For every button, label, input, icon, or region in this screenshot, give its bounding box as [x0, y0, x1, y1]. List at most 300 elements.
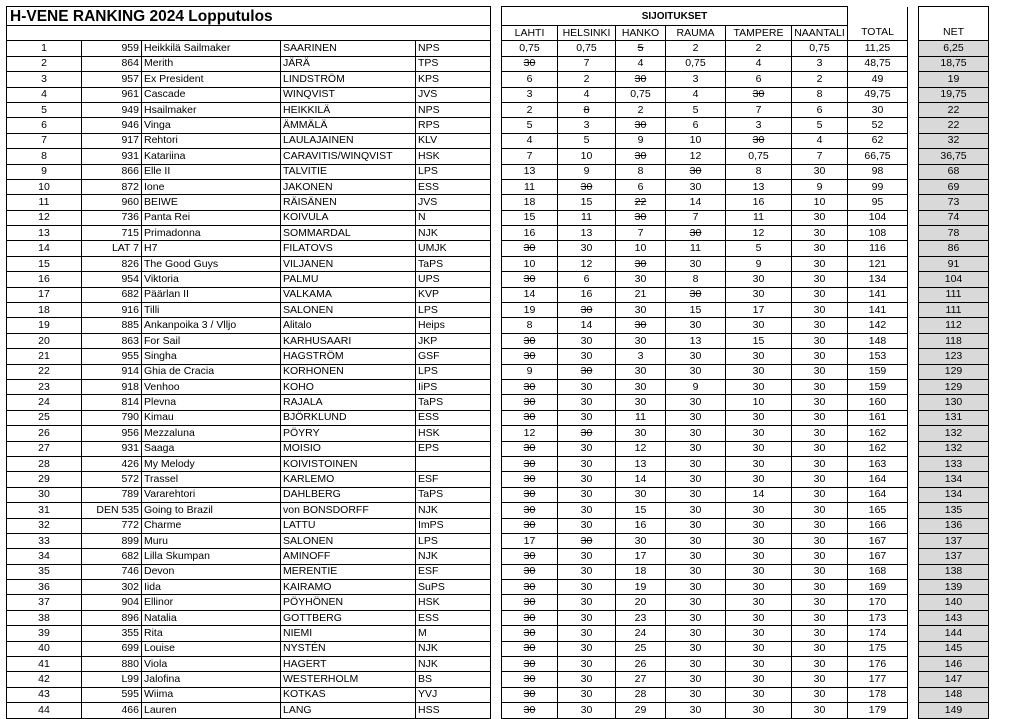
net-cell: 131 [919, 410, 989, 425]
race-result-cell: 18 [616, 564, 666, 579]
total-cell: 179 [848, 703, 908, 718]
club-cell: M [416, 626, 491, 641]
total-cell: 142 [848, 318, 908, 333]
race-result-cell: 30 [666, 164, 726, 179]
skipper-cell: RÄISÄNEN [281, 195, 416, 210]
position-cell: 5 [7, 102, 82, 117]
col-header-race: RAUMA [666, 26, 726, 41]
column-gap [908, 610, 919, 625]
total-cell: 162 [848, 426, 908, 441]
net-cell: 118 [919, 333, 989, 348]
race-result-cell: 30 [726, 580, 792, 595]
race-result-cell: 8 [502, 318, 558, 333]
net-cell: 73 [919, 195, 989, 210]
race-result-cell: 6 [666, 118, 726, 133]
sail-number-cell: 595 [82, 687, 142, 702]
skipper-cell: KARLEMO [281, 472, 416, 487]
net-cell: 137 [919, 533, 989, 548]
col-header-race: LAHTI [502, 26, 558, 41]
total-cell: 48,75 [848, 56, 908, 71]
race-result-cell: 30 [792, 564, 848, 579]
race-result-cell: 30 [558, 533, 616, 548]
total-cell: 134 [848, 272, 908, 287]
race-result-cell: 16 [616, 518, 666, 533]
race-result-cell: 13 [558, 226, 616, 241]
race-result-cell: 30 [726, 672, 792, 687]
race-result-cell: 30 [502, 456, 558, 471]
boat-name-cell: Kimau [142, 410, 281, 425]
sail-number-cell: 866 [82, 164, 142, 179]
skipper-cell: TALVITIE [281, 164, 416, 179]
skipper-cell: RAJALA [281, 395, 416, 410]
race-result-cell: 15 [616, 503, 666, 518]
race-result-cell: 14 [558, 318, 616, 333]
column-gap [491, 133, 502, 148]
race-result-cell: 30 [792, 395, 848, 410]
column-gap [491, 641, 502, 656]
net-cell: 139 [919, 580, 989, 595]
column-gap [908, 287, 919, 302]
race-result-cell: 30 [666, 503, 726, 518]
net-cell: 68 [919, 164, 989, 179]
race-result-cell: 30 [616, 333, 666, 348]
sail-number-cell: 918 [82, 379, 142, 394]
total-cell: 170 [848, 595, 908, 610]
race-result-cell: 9 [792, 179, 848, 194]
race-result-cell: 30 [616, 395, 666, 410]
boat-name-cell: Lilla Skumpan [142, 549, 281, 564]
sail-number-cell: 699 [82, 641, 142, 656]
sail-number-cell: 885 [82, 318, 142, 333]
race-result-cell: 16 [726, 195, 792, 210]
column-gap [491, 610, 502, 625]
table-row [7, 303, 989, 318]
race-result-cell: 30 [666, 287, 726, 302]
race-result-cell: 30 [502, 487, 558, 502]
race-result-cell: 4 [726, 56, 792, 71]
race-result-cell: 30 [558, 687, 616, 702]
skipper-cell: PÖYHÖNEN [281, 595, 416, 610]
column-gap [908, 149, 919, 164]
sail-number-cell: 931 [82, 441, 142, 456]
total-cell: 169 [848, 580, 908, 595]
table-row [7, 703, 989, 718]
race-result-cell: 30 [666, 395, 726, 410]
column-gap [491, 626, 502, 641]
race-result-cell: 30 [558, 564, 616, 579]
boat-name-cell: Vinga [142, 118, 281, 133]
race-result-cell: 30 [792, 687, 848, 702]
table-row [7, 87, 989, 102]
race-result-cell: 30 [502, 395, 558, 410]
race-result-cell: 30 [502, 703, 558, 718]
race-result-cell: 5 [502, 118, 558, 133]
column-gap [908, 503, 919, 518]
race-result-cell: 30 [726, 87, 792, 102]
sail-number-cell: 772 [82, 518, 142, 533]
total-cell: 165 [848, 503, 908, 518]
race-result-cell: 30 [502, 641, 558, 656]
club-cell: HSK [416, 149, 491, 164]
race-result-cell: 30 [558, 395, 616, 410]
sail-number-cell: 956 [82, 426, 142, 441]
race-result-cell: 4 [616, 56, 666, 71]
net-cell: 129 [919, 364, 989, 379]
race-result-cell: 20 [616, 595, 666, 610]
race-result-cell: 30 [502, 610, 558, 625]
race-result-cell: 2 [616, 102, 666, 117]
boat-name-cell: Päärlan II [142, 287, 281, 302]
table-row [7, 379, 989, 394]
boat-name-cell: Panta Rei [142, 210, 281, 225]
net-cell: 132 [919, 441, 989, 456]
club-cell: TaPS [416, 256, 491, 271]
race-result-cell: 30 [502, 549, 558, 564]
skipper-cell: VILJANEN [281, 256, 416, 271]
sail-number-cell: 957 [82, 72, 142, 87]
boat-name-cell: Ione [142, 179, 281, 194]
table-row [7, 533, 989, 548]
total-cell: 141 [848, 303, 908, 318]
race-result-cell: 30 [502, 410, 558, 425]
race-result-cell: 30 [666, 595, 726, 610]
total-cell: 162 [848, 441, 908, 456]
boat-name-cell: Mezzaluna [142, 426, 281, 441]
race-result-cell: 7 [616, 226, 666, 241]
race-result-cell: 30 [666, 657, 726, 672]
total-cell: 108 [848, 226, 908, 241]
race-result-cell: 9 [558, 164, 616, 179]
total-cell: 30 [848, 102, 908, 117]
total-cell: 178 [848, 687, 908, 702]
position-cell: 8 [7, 149, 82, 164]
race-result-cell: 30 [558, 179, 616, 194]
skipper-cell: KOIVISTOINEN [281, 456, 416, 471]
race-result-cell: 30 [726, 626, 792, 641]
skipper-cell: PÖYRY [281, 426, 416, 441]
race-result-cell: 30 [666, 564, 726, 579]
boat-name-cell: Elle II [142, 164, 281, 179]
boat-name-cell: Tilli [142, 303, 281, 318]
table-row [7, 687, 989, 702]
race-result-cell: 30 [792, 549, 848, 564]
race-result-cell: 5 [558, 133, 616, 148]
skipper-cell: MOISIO [281, 441, 416, 456]
club-cell: ImPS [416, 518, 491, 533]
column-gap [491, 687, 502, 702]
boat-name-cell: Merith [142, 56, 281, 71]
sail-number-cell: 949 [82, 102, 142, 117]
sail-number-cell: 960 [82, 195, 142, 210]
table-row [7, 672, 989, 687]
race-result-cell: 30 [666, 641, 726, 656]
race-result-cell: 30 [502, 626, 558, 641]
race-result-cell: 3 [666, 72, 726, 87]
race-result-cell: 30 [558, 241, 616, 256]
boat-name-cell: The Good Guys [142, 256, 281, 271]
sail-number-cell: 955 [82, 349, 142, 364]
club-cell: N [416, 210, 491, 225]
net-cell: 112 [919, 318, 989, 333]
skipper-cell: JAKONEN [281, 179, 416, 194]
column-gap [491, 503, 502, 518]
column-gap [908, 703, 919, 718]
boat-name-cell: Ghia de Cracia [142, 364, 281, 379]
skipper-cell: SALONEN [281, 533, 416, 548]
column-gap [491, 395, 502, 410]
position-cell: 20 [7, 333, 82, 348]
club-cell: EPS [416, 441, 491, 456]
race-result-cell: 30 [558, 503, 616, 518]
race-result-cell: 0,75 [792, 41, 848, 56]
position-cell: 2 [7, 56, 82, 71]
column-gap [491, 318, 502, 333]
race-result-cell: 12 [666, 149, 726, 164]
race-result-cell: 30 [502, 564, 558, 579]
skipper-cell: NIEMI [281, 626, 416, 641]
net-cell: 111 [919, 303, 989, 318]
column-gap [908, 441, 919, 456]
boat-name-cell: Natalia [142, 610, 281, 625]
table-row [7, 164, 989, 179]
race-result-cell: 30 [792, 164, 848, 179]
race-result-cell: 30 [726, 364, 792, 379]
position-cell: 30 [7, 487, 82, 502]
skipper-cell: SAARINEN [281, 41, 416, 56]
race-result-cell: 30 [616, 118, 666, 133]
race-result-cell: 30 [666, 226, 726, 241]
club-cell: ESS [416, 410, 491, 425]
race-result-cell: 4 [792, 133, 848, 148]
race-result-cell: 0,75 [558, 41, 616, 56]
race-result-cell: 30 [558, 379, 616, 394]
club-cell: JKP [416, 333, 491, 348]
race-result-cell: 30 [502, 472, 558, 487]
boat-name-cell: Wiima [142, 687, 281, 702]
table-row [7, 472, 989, 487]
race-result-cell: 30 [726, 133, 792, 148]
race-result-cell: 30 [502, 441, 558, 456]
race-result-cell: 30 [666, 349, 726, 364]
position-cell: 29 [7, 472, 82, 487]
race-result-cell: 8 [792, 87, 848, 102]
club-cell: TPS [416, 56, 491, 71]
total-cell: 175 [848, 641, 908, 656]
ranking-table [6, 6, 989, 719]
club-cell: LPS [416, 303, 491, 318]
sail-number-cell: 896 [82, 610, 142, 625]
total-cell: 49 [848, 72, 908, 87]
sail-number-cell: LAT 7 [82, 241, 142, 256]
column-gap [908, 118, 919, 133]
race-result-cell: 30 [792, 256, 848, 271]
club-cell: BS [416, 672, 491, 687]
race-result-cell: 30 [558, 518, 616, 533]
position-cell: 26 [7, 426, 82, 441]
race-result-cell: 30 [616, 426, 666, 441]
race-result-cell: 16 [502, 226, 558, 241]
race-result-cell: 10 [616, 241, 666, 256]
race-result-cell: 30 [726, 379, 792, 394]
position-cell: 28 [7, 456, 82, 471]
race-result-cell: 6 [792, 102, 848, 117]
col-header-race: HANKO [616, 26, 666, 41]
column-gap [491, 72, 502, 87]
position-cell: 12 [7, 210, 82, 225]
column-gap [908, 333, 919, 348]
column-gap [908, 272, 919, 287]
column-gap [908, 533, 919, 548]
column-gap [908, 379, 919, 394]
sail-number-cell: 826 [82, 256, 142, 271]
race-result-cell: 28 [616, 687, 666, 702]
net-cell: 18,75 [919, 56, 989, 71]
sail-number-cell: DEN 535 [82, 503, 142, 518]
race-result-cell: 30 [726, 441, 792, 456]
race-result-cell: 7 [666, 210, 726, 225]
club-cell: TaPS [416, 487, 491, 502]
race-result-cell: 30 [792, 303, 848, 318]
race-result-cell: 9 [502, 364, 558, 379]
race-result-cell: 11 [616, 410, 666, 425]
race-result-cell: 11 [502, 179, 558, 194]
sail-number-cell: 864 [82, 56, 142, 71]
table-row [7, 564, 989, 579]
skipper-cell: WINQVIST [281, 87, 416, 102]
total-cell: 148 [848, 333, 908, 348]
boat-name-cell: Viktoria [142, 272, 281, 287]
sail-number-cell: 946 [82, 118, 142, 133]
position-cell: 7 [7, 133, 82, 148]
race-result-cell: 11 [726, 210, 792, 225]
race-result-cell: 30 [726, 641, 792, 656]
race-result-cell: 30 [792, 487, 848, 502]
race-result-cell: 30 [558, 626, 616, 641]
boat-name-cell: Muru [142, 533, 281, 548]
sail-number-cell: 736 [82, 210, 142, 225]
boat-name-cell: Plevna [142, 395, 281, 410]
skipper-cell: CARAVITIS/WINQVIST [281, 149, 416, 164]
race-result-cell: 30 [558, 349, 616, 364]
total-cell: 167 [848, 533, 908, 548]
race-result-cell: 30 [792, 672, 848, 687]
column-gap [491, 349, 502, 364]
race-result-cell: 7 [502, 149, 558, 164]
column-gap [908, 256, 919, 271]
position-cell: 40 [7, 641, 82, 656]
column-gap [908, 164, 919, 179]
column-gap [908, 303, 919, 318]
race-result-cell: 30 [792, 580, 848, 595]
column-gap [908, 580, 919, 595]
position-cell: 35 [7, 564, 82, 579]
table-row [7, 179, 989, 194]
table-row [7, 580, 989, 595]
race-result-cell: 30 [792, 287, 848, 302]
ranking-rows [7, 41, 989, 718]
race-result-cell: 7 [558, 56, 616, 71]
sail-number-cell: 961 [82, 87, 142, 102]
sail-number-cell: 426 [82, 456, 142, 471]
race-result-cell: 30 [726, 549, 792, 564]
race-result-cell: 30 [558, 549, 616, 564]
race-result-cell: 30 [558, 580, 616, 595]
club-cell: NPS [416, 102, 491, 117]
column-gap [908, 87, 919, 102]
race-result-cell: 30 [616, 272, 666, 287]
race-result-cell: 30 [616, 303, 666, 318]
total-cell: 121 [848, 256, 908, 271]
race-result-cell: 0,75 [502, 41, 558, 56]
race-result-cell: 26 [616, 657, 666, 672]
total-cell: 116 [848, 241, 908, 256]
race-result-cell: 30 [558, 672, 616, 687]
club-cell: HSK [416, 426, 491, 441]
total-cell: 177 [848, 672, 908, 687]
race-result-cell: 4 [666, 87, 726, 102]
race-result-cell: 30 [558, 441, 616, 456]
boat-name-cell: Lauren [142, 703, 281, 718]
column-gap [491, 580, 502, 595]
sail-number-cell: 904 [82, 595, 142, 610]
club-cell: ESF [416, 564, 491, 579]
boat-name-cell: Katariina [142, 149, 281, 164]
race-result-cell: 5 [616, 41, 666, 56]
race-result-cell: 30 [558, 426, 616, 441]
net-cell: 145 [919, 641, 989, 656]
table-row [7, 410, 989, 425]
race-result-cell: 30 [792, 641, 848, 656]
position-cell: 10 [7, 179, 82, 194]
race-result-cell: 13 [666, 333, 726, 348]
race-result-cell: 30 [666, 364, 726, 379]
boat-name-cell: My Melody [142, 456, 281, 471]
race-result-cell: 30 [666, 487, 726, 502]
column-gap [908, 626, 919, 641]
race-result-cell: 21 [616, 287, 666, 302]
column-gap [491, 195, 502, 210]
position-cell: 23 [7, 379, 82, 394]
column-gap [491, 179, 502, 194]
column-gap [491, 241, 502, 256]
race-result-cell: 2 [666, 41, 726, 56]
club-cell: YVJ [416, 687, 491, 702]
column-gap [491, 41, 502, 56]
race-result-cell: 30 [502, 580, 558, 595]
total-cell: 49,75 [848, 87, 908, 102]
total-cell: 167 [848, 549, 908, 564]
column-gap [491, 56, 502, 71]
column-gap [908, 226, 919, 241]
net-cell: 74 [919, 210, 989, 225]
race-result-cell: 30 [666, 533, 726, 548]
position-cell: 4 [7, 87, 82, 102]
race-result-cell: 30 [558, 703, 616, 718]
net-cell: 91 [919, 256, 989, 271]
net-cell: 132 [919, 426, 989, 441]
race-result-cell: 30 [502, 379, 558, 394]
column-gap [908, 564, 919, 579]
boat-name-cell: H7 [142, 241, 281, 256]
position-cell: 31 [7, 503, 82, 518]
boat-name-cell: Viola [142, 657, 281, 672]
net-cell: 133 [919, 456, 989, 471]
column-gap [491, 7, 502, 26]
table-row [7, 456, 989, 471]
boat-name-cell: Charme [142, 518, 281, 533]
title-underline [7, 26, 491, 41]
skipper-cell: LINDSTRÖM [281, 72, 416, 87]
